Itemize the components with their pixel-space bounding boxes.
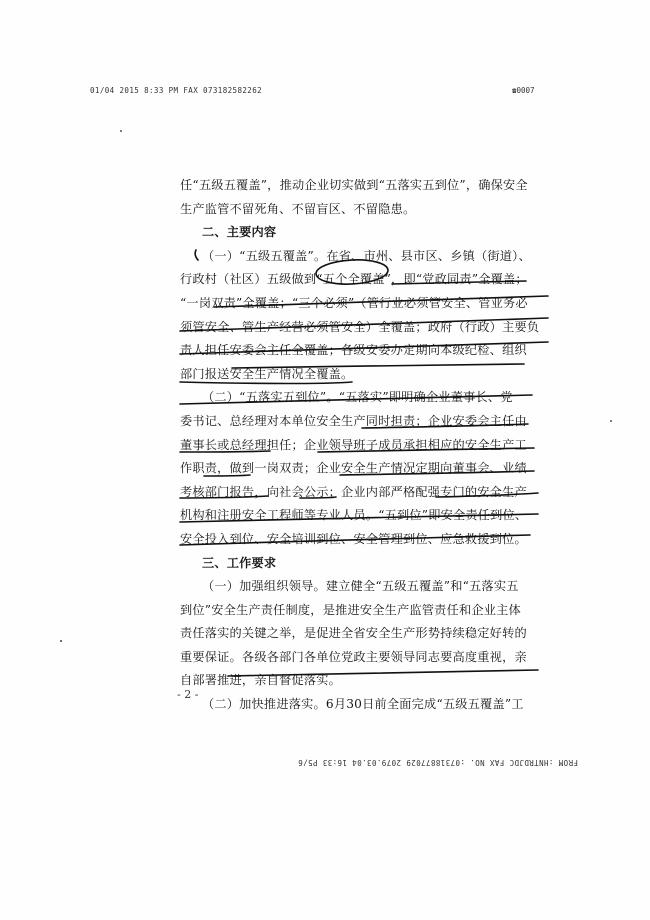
section-heading: 二、主要内容 <box>202 225 277 240</box>
fax-page-code: ☎0007 <box>512 86 535 95</box>
text-line: 委书记、总经理对本单位安全生产同时担责；企业安委会主任由 <box>180 413 527 428</box>
text-line: 重要保证。各级各部门各单位党政主要领导同志要高度重视，亲 <box>180 649 527 664</box>
scan-speck <box>60 640 62 642</box>
text-line: 生产监管不留死角、不留盲区、不留隐患。 <box>180 201 416 216</box>
text-line: 安全投入到位、安全培训到位、安全管理到位、应急救援到位。 <box>180 531 527 546</box>
text-line: “一岗双责”全覆盖；“三个必须”（管行业必须管安全、管业务必 <box>180 295 528 310</box>
text-line: 到位”安全生产责任制度，是推进安全生产监管责任和企业主体 <box>180 602 521 617</box>
fax-header: 01/04 2015 8:33 PM FAX 073182582262 <box>90 86 263 95</box>
text-line: 机构和注册安全工程师等专业人员。“五到位”即安全责任到位、 <box>180 508 528 523</box>
text-line: 自部署推进，亲自督促落实。 <box>180 673 342 688</box>
text-line: 须管安全、管生产经营必须管安全）全覆盖；政府（行政）主要负 <box>180 319 540 334</box>
document-body <box>180 174 540 717</box>
text-line: 责任落实的关键之举，是促进全省安全生产形势持续稳定好转的 <box>180 626 527 641</box>
text-line: 行政村（社区）五级做到“五个全覆盖”，即“党政同责”全覆盖； <box>180 272 528 287</box>
page-number: - 2 - <box>177 688 199 701</box>
text-line: 部门报送安全生产情况全覆盖。 <box>180 366 354 381</box>
text-line: （一）“五级五覆盖”。在省、市州、县市区、乡镇（街道）、 <box>202 248 531 263</box>
section-heading: 三、工作要求 <box>202 555 277 570</box>
text-line: 作职责，做到一岗双责；企业安全生产情况定期向董事会、业绩 <box>180 461 527 476</box>
text-line: 董事长或总经理担任；企业领导班子成员承担相应的安全生产工 <box>180 437 527 452</box>
text-line: 任“五级五覆盖”，推动企业切实做到“五落实五到位”，确保安全 <box>180 178 528 192</box>
fax-footer-upside-down: FROM :HNTRDJDC FAX NO. :07318877029 2079.03.04 16:33 P5/6 <box>297 758 578 767</box>
text-line: （二）“五落实五到位”。“五落实”即明确企业董事长、党 <box>202 390 513 405</box>
scan-speck <box>610 420 612 422</box>
scan-speck <box>120 130 122 132</box>
text-line: （一）加强组织领导。建立健全“五级五覆盖”和“五落实五 <box>202 579 519 594</box>
text-line: 考核部门报告，向社会公示；企业内部严格配强专门的安全生产 <box>180 484 527 499</box>
text-line: （二）加快推进落实。6月30日前全面完成“五级五覆盖”工 <box>202 697 524 712</box>
text-line: 责人担任安委会主任全覆盖；各级安委办定期向本级纪检、组织 <box>180 343 527 358</box>
